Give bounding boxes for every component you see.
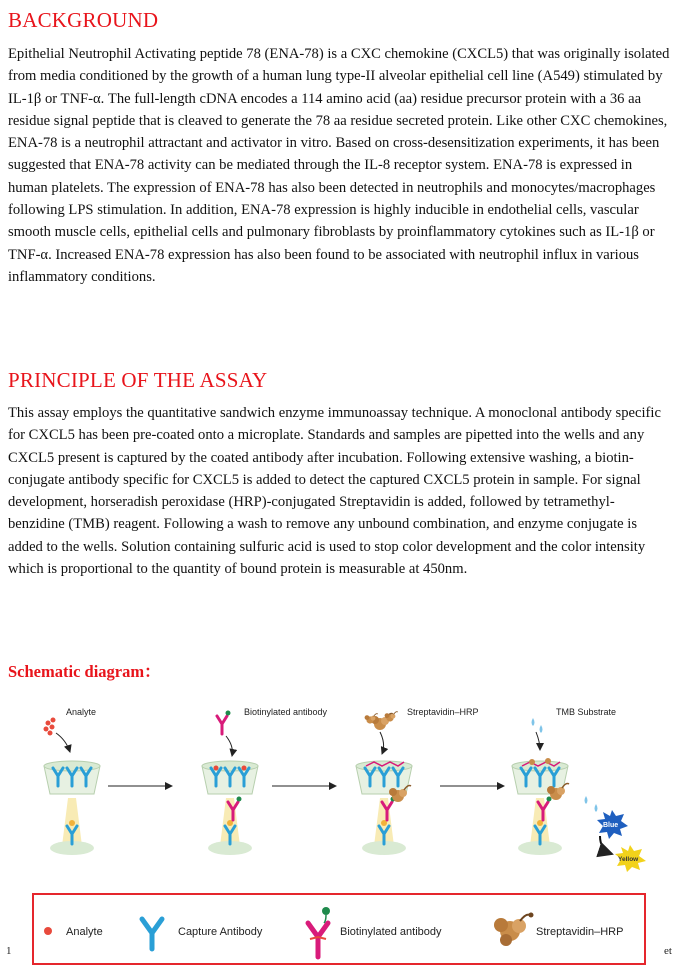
yellow-burst	[615, 845, 646, 872]
legend-biotinylated-antibody	[308, 907, 442, 957]
step-label-streptavidin: Streptavidin–HRP	[407, 707, 479, 717]
arrow-to-yellow	[600, 836, 612, 854]
step-3-hrp-icon	[365, 712, 398, 754]
footer-fragment: et	[664, 945, 672, 957]
principle-heading: PRINCIPLE OF THE ASSAY	[8, 368, 268, 392]
legend-capture-label: Capture Antibody	[178, 926, 263, 938]
step-4-drops-small	[585, 796, 598, 812]
page-number: 1	[6, 945, 12, 957]
step-label-tmb: TMB Substrate	[556, 707, 617, 717]
step-1-well	[44, 761, 100, 794]
schematic-diagram	[0, 700, 683, 880]
step-2-biotin-icon	[217, 711, 232, 757]
step-2-plate	[208, 797, 252, 856]
principle-paragraph: This assay employs the quantitative sandwich enzyme immunoassay technique. A monoclonal antibody specific for CXCL5 has been pre-coated onto a microplate. Standards and samples are pipetted into the wells and any CXCL5 present is captured by the coated antibody after incubation. Following extensive washing, a biotin-conjugate antibody specific for CXCL5 is added to detect the captured CXCL5 protein in sample. For signal development, horseradish peroxidase (HRP)-conjugated Streptavidin is added, followed by tetramethyl-benzidine (TMB) reagent. Following a wash to remove any unbound combination, and enzyme conjugate is added to the wells. Solution containing sulfuric acid is used to stop color development and the color intensity which is proportional to the quantity of bound protein is measurable at 450nm.	[8, 405, 661, 578]
streptavidin-hrp-icon	[494, 913, 534, 947]
step-2-well	[202, 761, 258, 794]
legend-streptavidin-hrp	[494, 913, 623, 947]
background-heading: BACKGROUND	[8, 8, 159, 32]
legend-biotin-label: Biotinylated antibody	[340, 926, 442, 938]
step-1-plate	[50, 820, 94, 855]
legend-hrp-label: Streptavidin–HRP	[536, 926, 624, 938]
legend-analyte	[44, 926, 103, 938]
step-1-analyte-icons	[44, 718, 71, 753]
capture-antibody-icon	[142, 919, 162, 949]
biotinylated-antibody-icon	[308, 923, 328, 957]
schematic-heading: Schematic diagram：	[8, 662, 161, 681]
step-label-analyte: Analyte	[66, 707, 97, 717]
yellow-label: Yellow	[618, 856, 639, 863]
background-paragraph: Epithelial Neutrophil Activating peptide 78 (ENA-78) is a CXC chemokine (CXCL5) that was originally isolated from media conditioned by the growth of a human lung type-II alveolar epithelial cell line (A549) stimulated by IL-1β or TNF-α. The full-length cDNA encodes a 114 amino acid (aa) residue precursor protein with a 36 aa residue signal peptide that is cleaved to generate the 78 aa residue secreted protein. Like other CXC chemokines, ENA-78 is a neutrophil attractant and activator in vitro. Based on cross-desensitization experiments, it has been suggested that ENA-78 activity can be mediated through the IL-8 receptor system. ENA-78 is expressed in human platelets. The expression of ENA-78 has also been detected in neutrophils and monocytes/macrophages following LPS stimulation. In addition, ENA-78 expression is highly inducible in endothelial cells, vascular smooth muscle cells, epithelial cells and pulmonary fibroblasts by proinflammatory cytokines such as IL-1β or TNF-α. Increased ENA-78 expression has also been found to be associated with neutrophil influx in various inflammatory conditions.	[8, 46, 670, 285]
step-4-tmb-drops	[532, 718, 543, 750]
legend-box	[32, 893, 646, 965]
blue-burst	[597, 810, 628, 839]
step-label-biotinylated: Biotinylated antibody	[244, 707, 328, 717]
legend-analyte-label: Analyte	[66, 926, 103, 938]
analyte-dot-icon	[44, 927, 52, 935]
blue-label: Blue	[603, 822, 619, 829]
legend-capture-antibody	[142, 919, 263, 949]
step-3-plate	[362, 786, 411, 856]
